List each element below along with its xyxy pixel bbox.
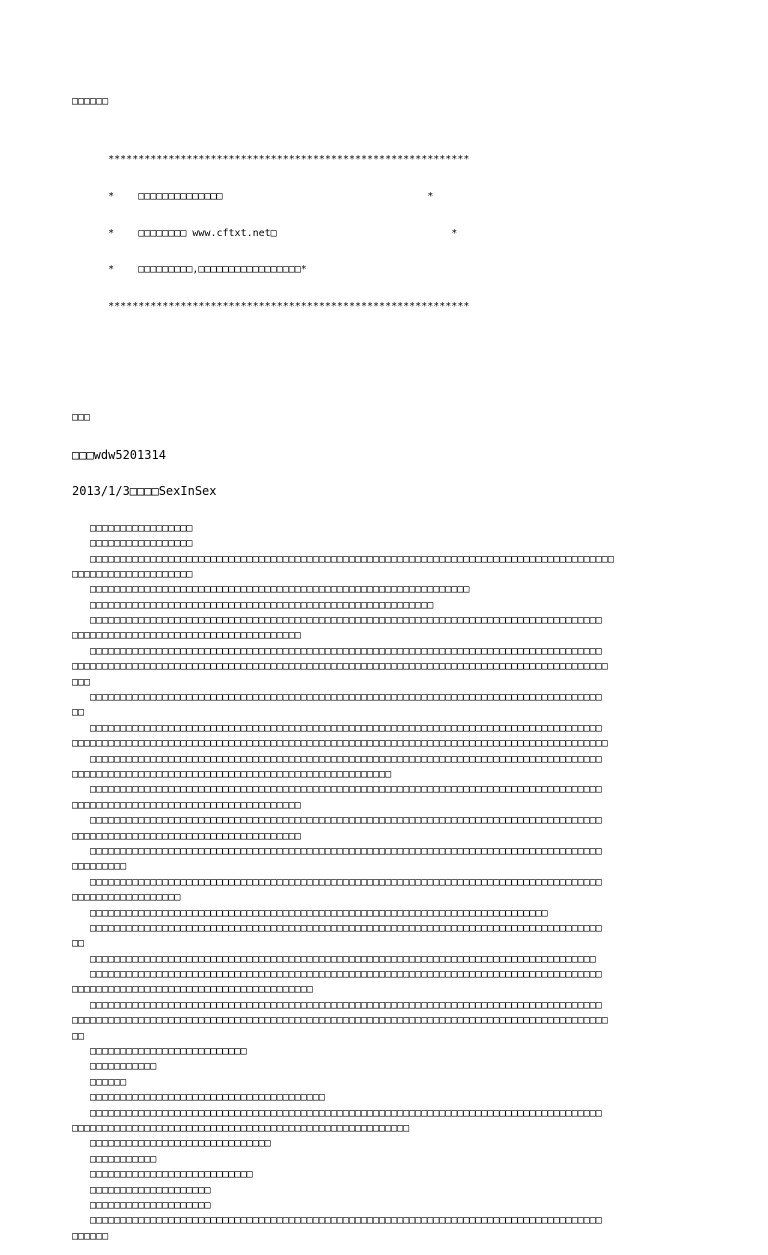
- text-line: □□□□□□□□□□□□□□□□□□□□□□□□□□□□□□□□□□□□□□□: [72, 1092, 325, 1104]
- text-line: □□□□□□□□□□□□□□□□□□□□□□□□□□□□□□□□□□□□□□□□□□□□□□□□□□□□□□□□□□□□□□□□□□□□□□□□□□□□□□□□□□□□□: [72, 969, 602, 981]
- text-line: □□□□□□□□□□□□□□□□□□□□□□□□□□□□□□□□□□□□□□□□□□□□□□□□□□□□□□□□□□□□□□□□□□□□□□□□□□□□□□□□□□□□□: [72, 722, 602, 734]
- text-line: □□□□□□□□□□□□□□□□□□□□□□□□□□□□□□: [72, 1138, 271, 1150]
- text-line: □□□□□□□□□□□□□□□□□□□□□□□□□□□□□□□□□□□□□□□□□□□□□□□□□□□□□□□□□□□□□□□□□□□□□□□□□□□□□□□□□□□□□: [72, 999, 602, 1011]
- text-line: □□□□□□□□□□□□□□□□□□□□□□□□□□□□□□□□□□□□□□□□□□□□□□□□□□□□□□□□: [72, 1122, 410, 1134]
- text-line: □□: [72, 938, 85, 950]
- text-line: □□□□□□□□□□□□□□□□□□□□□□□□□□□□□□□□□□□□□□□□□□□□□□□□□□□□□□□□□□□□□□□□□□□□□□□□□□□□□□□□□□□□: [72, 953, 596, 965]
- meta-label: □□□: [72, 412, 91, 424]
- text-line: □□□□□□□□□□□□□□□□□□□□□□□□□□□□□□□□□□□□□□□□□□□□□□□□□□□□□□□□□□□□□□□□□□□□□□□□□□□□□□□□□□□□□□□□□: [72, 1015, 608, 1027]
- text-line: □□□□□□□□□□□□□□□□□□□□□□□□□□□□□□□□□□□□□□□□□□□□□□□□□□□□□□□□□□□□□□□□□□□□□□□□□□□□□□□□□□□□□: [72, 922, 602, 934]
- text-line: □□□□□□□□□□□□□□□□□□□□□□□□□□□□□□□□□□□□□□□□□□□□□□□□□□□□□□□□□□□□□□□□□□□□□□□□□□□□□□□□□□□□□: [72, 645, 602, 657]
- text-line: □□□□□□□□□□□□□□□□□□□□□□□□□□□□□□□□□□□□□□□□□□□□□□□□□□□□□: [72, 769, 392, 780]
- text-line: □□□□□□□□□□□: [72, 1153, 157, 1165]
- text-line: □□□□□□□□□□□□□□□□□□□□□□□□□□□□□□□□□□□□□□□□□□□□□□□□□□□□□□□□□□□□□□□□□□□□□□□□□□□□□□□□□□□□□□□: [72, 553, 614, 565]
- text-line: □□□□□□: [72, 1076, 127, 1088]
- text-line: □□□□□□□□□□□□□□□□□□□□: [72, 568, 193, 580]
- author-line: □□□wdw5201314: [72, 447, 166, 462]
- text-line: □□□□□□□□□□□□□□□□□□□□□□□□□□□□□□□□□□□□□□□□□□□□□□□□□□□□□□□□□□□□□□□□□□□□□□□□□□□□□□□□□□□□□: [72, 692, 602, 704]
- spacer: [72, 358, 712, 388]
- text-line: □□□□□□□□□□□□□□□□□□□□□□□□□□□□□□□□□□□□□□□□□□□□□□□□□□□□□□□□□□□□□□□: [72, 584, 470, 596]
- date-source-line: 2013/1/3□□□□SexInSex: [72, 484, 217, 499]
- text-line: □□□□□□□□□□□□□□□□□□□□□□□□□□□□□□□□□□□□□□□□□□□□□□□□□□□□□□□□□□□□□□□□□□□□□□□□□□□□□□□□□□□□□□□□□: [72, 738, 608, 750]
- text-line: □□□□□□□□□□□□□□□□□: [72, 522, 193, 534]
- text-line: □□□□□□□□□□□□□□□□□□□□□□□□□□□□□□□□□□□□□□□□□□□□□□□□□□□□□□□□□: [72, 599, 434, 611]
- text-line: □□□□□□□□□□□□□□□□□□□□□□□□□□□□□□□□□□□□□□□□□□□□□□□□□□□□□□□□□□□□□□□□□□□□□□□□□□□□□□□□□□□□□: [72, 1215, 602, 1227]
- banner-line: * □□□□□□□□ www.cftxt.net□ *: [72, 227, 458, 239]
- text-line: □□□□□□□□□□□: [72, 1061, 157, 1073]
- text-line: □□□□□□□□□□□□□□□□□□□□□□□□□□□□□□□□□□□□□□□□□□□□□□□□□□□□□□□□□□□□□□□□□□□□□□□□□□□□□□□□□□□□□: [72, 815, 602, 827]
- banner-box: [72, 131, 712, 336]
- text-line: □□□□□□□□□□□□□□□□□□□□□□□□□□□□□□□□□□□□□□□□□□□□□□□□□□□□□□□□□□□□□□□□□□□□□□□□□□□□□□□□□□□□□: [72, 615, 602, 627]
- document-page: [72, 72, 712, 1255]
- text-line: □□□□□□: [72, 1230, 109, 1242]
- text-line: □□□□□□□□□□□□□□□□□□□□□□□□□□□□□□□□□□□□□□□□□□□□□□□□□□□□□□□□□□□□□□□□□□□□□□□□□□□□□□□□□□□□□: [72, 1107, 602, 1119]
- text-line: □□□□□□□□□: [72, 861, 127, 873]
- text-line: □□□□□□□□□□□□□□□□□□□□: [72, 1184, 211, 1196]
- banner-line: ************************************************************: [72, 154, 470, 166]
- text-line: □□□□□□□□□□□□□□□□□: [72, 538, 193, 550]
- text-line: □□□: [72, 676, 91, 688]
- text-line: □□□□□□□□□□□□□□□□□□□□□□□□□□□□□□□□□□□□□□□□□□□□□□□□□□□□□□□□□□□□□□□□□□□□□□□□□□□□□□□□□□□□□: [72, 876, 602, 888]
- text-line: □□□□□□□□□□□□□□□□□□: [72, 892, 181, 904]
- text-line: □□□□□□□□□□□□□□□□□□□□: [72, 1199, 211, 1211]
- text-line: □□□□□□□□□□□□□□□□□□□□□□□□□□□□□□□□□□□□□□□□: [72, 984, 313, 996]
- text-line: □□□□□□□□□□□□□□□□□□□□□□□□□□□□□□□□□□□□□□□□□□□□□□□□□□□□□□□□□□□□□□□□□□□□□□□□□□□□□□□□□□□□□□□□□: [72, 661, 608, 673]
- banner-line: * □□□□□□□□□□□□□□ *: [72, 190, 434, 202]
- text-line: □□□□□□□□□□□□□□□□□□□□□□□□□□□□□□□□□□□□□□: [72, 830, 301, 842]
- text-line: □□: [72, 1030, 85, 1042]
- text-line: □□□□□□□□□□□□□□□□□□□□□□□□□□□□□□□□□□□□□□□□□□□□□□□□□□□□□□□□□□□□□□□□□□□□□□□□□□□□: [72, 907, 548, 919]
- text-line: □□□□□□□□□□□□□□□□□□□□□□□□□□□□□□□□□□□□□□: [72, 630, 301, 642]
- banner-line: * □□□□□□□□□,□□□□□□□□□□□□□□□□□*: [72, 264, 307, 276]
- text-line: □□: [72, 707, 85, 719]
- text-line: □□□□□□□□□□□□□□□□□□□□□□□□□□□□□□□□□□□□□□□□□□□□□□□□□□□□□□□□□□□□□□□□□□□□□□□□□□□□□□□□□□□□□: [72, 753, 602, 765]
- text-line: □□□□□□□□□□□□□□□□□□□□□□□□□□□□□□□□□□□□□□: [72, 799, 301, 811]
- document-title: □□□□□□: [72, 96, 109, 107]
- text-line: □□□□□□□□□□□□□□□□□□□□□□□□□□□□□□□□□□□□□□□□□□□□□□□□□□□□□□□□□□□□□□□□□□□□□□□□□□□□□□□□□□□□□: [72, 784, 602, 796]
- text-line: □□□□□□□□□□□□□□□□□□□□□□□□□□: [72, 1046, 247, 1058]
- text-line: □□□□□□□□□□□□□□□□□□□□□□□□□□□: [72, 1169, 253, 1181]
- document-body: [72, 521, 712, 1244]
- text-line: □□□□□□□□□□□□□□□□□□□□□□□□□□□□□□□□□□□□□□□□□□□□□□□□□□□□□□□□□□□□□□□□□□□□□□□□□□□□□□□□□□□□□: [72, 845, 602, 857]
- banner-line: ************************************************************: [72, 300, 470, 312]
